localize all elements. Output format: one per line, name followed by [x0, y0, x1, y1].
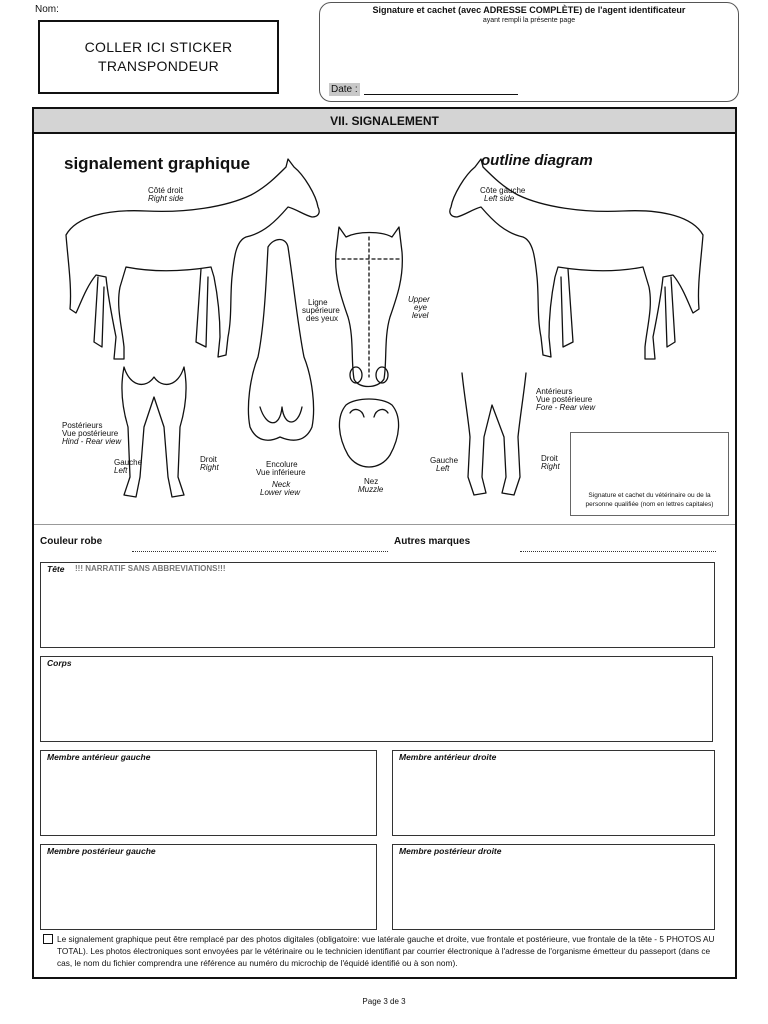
membre-anterieur-droite-box[interactable] — [392, 750, 715, 836]
date-label: Date : — [331, 84, 358, 95]
membre-anterieur-droite-label: Membre antérieur droite — [399, 752, 497, 762]
neck-en-1: Neck — [272, 480, 291, 489]
diagram-title-fr: signalement graphique — [64, 154, 251, 173]
eye-line-fr-2: supérieure — [302, 306, 340, 315]
fore-left: Left — [436, 464, 450, 473]
vet-signature-caption: Signature et cachet du vétérinaire ou de la personne qualifiée (nom en lettres capitales) — [585, 492, 714, 508]
signature-subtitle: ayant rempli la présente page — [482, 17, 576, 24]
signature-title: Signature et cachet (avec ADRESSE COMPLÈTE) de l'agent identificateur — [372, 5, 686, 15]
eye-line-en-3: level — [412, 311, 429, 320]
photos-note: Le signalement graphique peut être remplacé par des photos digitales (obligatoire: vue latérale gauche et droite, vue frontale et postérieure, vue frontale de la tête - 5 PHOTOS AU TOTAL). Les photos électroniques sont envoyées par le vétérinaire ou le technicien identifiant par courrier électronique à l'adresse de l'organisme émetteur du passeport (dans ce cas, le nom du fichier comprendra une référence au numéro du microchip de l'équidé identifié ou à son nom). — [57, 934, 715, 968]
tete-label: Tête — [47, 564, 65, 574]
fore-droit: Droit — [541, 454, 558, 463]
neck-fr-2: Vue inférieure — [256, 468, 306, 477]
corps-box[interactable] — [40, 656, 713, 742]
left-side-fr: Côte gauche — [480, 186, 526, 195]
hind-en: Hind - Rear view — [62, 437, 122, 446]
hind-gauche: Gauche — [114, 458, 143, 467]
couleur-robe-label: Couleur robe — [40, 536, 103, 547]
tete-box[interactable] — [40, 562, 715, 648]
eye-line-en-1: Upper — [408, 295, 430, 304]
date-line[interactable] — [364, 94, 518, 95]
sticker-text-line2: TRANSPONDEUR — [97, 58, 220, 74]
neck-fr-1: Encolure — [266, 460, 298, 469]
membre-anterieur-gauche-label: Membre antérieur gauche — [47, 752, 151, 762]
membre-posterieur-droite-box[interactable] — [392, 844, 715, 930]
hind-right: Right — [200, 463, 219, 472]
fore-right: Right — [541, 462, 560, 471]
membre-posterieur-droite-label: Membre postérieur droite — [399, 846, 502, 856]
vet-signature-box[interactable] — [570, 432, 729, 516]
fore-fr-1: Antérieurs — [536, 387, 573, 396]
photos-checkbox[interactable] — [43, 934, 53, 944]
corps-label: Corps — [47, 658, 72, 668]
section-title: VII. SIGNALEMENT — [34, 109, 735, 134]
membre-posterieur-gauche-box[interactable] — [40, 844, 377, 930]
hind-droit: Droit — [200, 455, 217, 464]
hind-fr-2: Vue postérieure — [62, 429, 119, 438]
page-number: Page 3 de 3 — [362, 997, 406, 1006]
right-side-fr: Côté droit — [148, 186, 183, 195]
muzzle-fr: Nez — [364, 477, 379, 486]
horse-right-side-outline — [66, 159, 319, 359]
horse-muzzle-outline — [339, 399, 398, 467]
muzzle-en: Muzzle — [358, 485, 384, 494]
fore-fr-2: Vue postérieure — [536, 395, 593, 404]
eye-line-fr-3: des yeux — [306, 314, 339, 323]
diagram-title-en: outline diagram — [481, 152, 593, 169]
fore-en: Fore - Rear view — [536, 403, 596, 412]
identifier-signature-box — [319, 2, 739, 102]
eye-line-en-2: eye — [414, 303, 427, 312]
fore-gauche: Gauche — [430, 456, 459, 465]
hind-fr-1: Postérieurs — [62, 421, 103, 430]
left-side-en: Left side — [484, 194, 515, 203]
section-divider — [34, 524, 735, 525]
membre-posterieur-gauche-label: Membre postérieur gauche — [47, 846, 156, 856]
membre-anterieur-gauche-box[interactable] — [40, 750, 377, 836]
eye-line-fr-1: Ligne — [308, 298, 328, 307]
sticker-text-line1: COLLER ICI STICKER — [84, 39, 233, 55]
neck-en-2: Lower view — [260, 488, 301, 497]
hind-legs-rear-outline — [122, 367, 186, 497]
autres-marques-label: Autres marques — [394, 536, 471, 547]
autres-marques-field[interactable] — [520, 551, 716, 552]
right-side-en: Right side — [148, 194, 184, 203]
hind-left: Left — [114, 466, 128, 475]
nom-label: Nom: — [35, 4, 59, 15]
fore-legs-rear-outline — [462, 373, 526, 495]
transponder-sticker-box — [38, 20, 279, 94]
couleur-robe-field[interactable] — [132, 551, 388, 552]
tete-note: !!! NARRATIF SANS ABBREVIATIONS!!! — [75, 564, 226, 573]
